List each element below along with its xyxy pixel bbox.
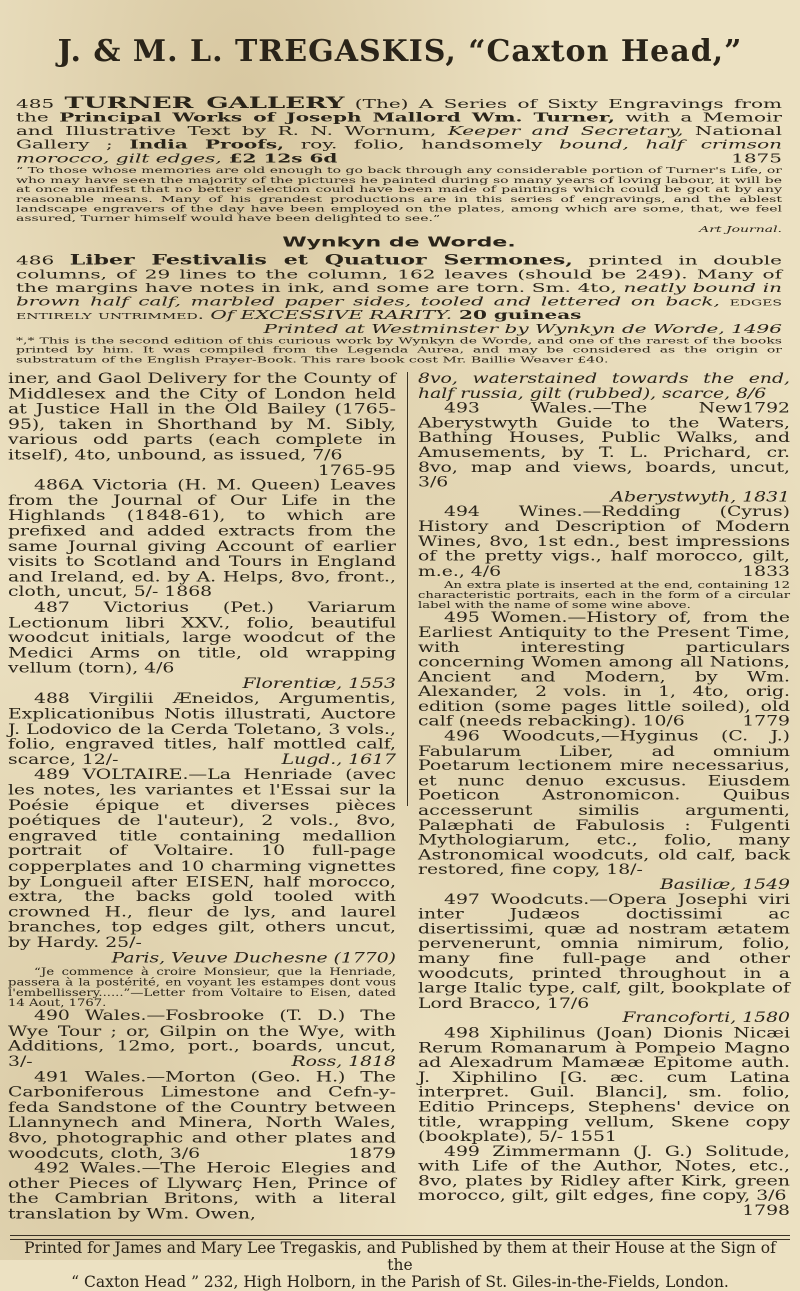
item-492-end: 8vo, waterstained towards the end, half russia, gilt (rubbed), scarce, 8/6 1792 — [418, 371, 790, 417]
section-heading: Wynkyn de Worde. — [282, 234, 516, 251]
item-489-note: “Je commence à croire Monsieur, que la Henriade, passera à la postérité, en voyant les estampes dont vous l'embellissery......”—Letter from Voltaire to Eisen, dated 14 Aout, 1767. — [8, 967, 396, 1010]
item-486: 486 Liber Festivalis et Quatuor Sermones, printed in double columns, of 29 lines to the column, 162 leaves (should be 249). Many of the margins have notes in ink, and some are torn. Sm. 4to, neatly bound in brown half calf, marbled paper sides, tooled and lettered on back, edges entirely untrimmed. Of EXCESSIVE RARITY. 20 guineas — [16, 251, 783, 322]
item-486a: 486A Victoria (H. M. Queen) Leaves from the Journal of Our Life in the Highlands (1848-61), to which are prefixed and added extracts from the same Journal giving Account of earlier visits to Scotland and Tours in England and Ireland, ed. by A. Helps, 8vo, front., cloth, uncut, 5/- 1868 — [8, 477, 396, 601]
item-485-note: “ To those whose memories are old enough to go back through any considerable portion of Turner's Life, or who may have seen the majority of the pictures he painted during so many years of loving labour, it will be at once manifest that no better selection could have been made of paintings which could be got at by any reasonable means. Many of his grandest productions are in this series of engravings, and the ablest landscape engravers of the day have been employed on the plates, among which are some, that, we feel assured, Turner himself would have been delighted to see.” — [16, 165, 782, 224]
page-footer — [20, 1240, 780, 1291]
left-cont-year: 1765-95 — [317, 462, 396, 479]
top-section — [16, 93, 783, 365]
item-492: 492 Wales.—The Heroic Elegies and other Pieces of Llywarç Hen, Prince of the Cambrian Britons, with a literal translation by Wm. Owen, — [8, 1160, 396, 1223]
item-497: 497 Woodcuts.—Opera Josephi viri inter Judæos doctissimi ac disertissimi, quæ ad nostram ætatem pervenerunt, omnia nimirum, folio, many fine full-page and other woodcuts, printed throughout in a large Italic type, calf, gilt, bookplate of Lord Bracco, 17/6 — [418, 892, 790, 1012]
item-490: 490 Wales.—Fosbrooke (T. D.) The Wye Tour ; or, Gilpin on the Wye, with Additions, 12mo, port., boards, uncut, 3/- Ross, 1818 — [8, 1008, 396, 1070]
right-column — [418, 372, 790, 1219]
item-487-imprint: Florentiæ, 1553 — [242, 676, 396, 692]
item-497-imprint: Francoforti, 1580 — [622, 1010, 790, 1027]
item-494: 494 Wines.—Redding (Cyrus) History and Description of Modern Wines, 8vo, 1st edn., best impressions of the pretty vigs., half morocco, gilt, m.e., 4/6 1833 — [418, 504, 790, 580]
item-486-imprint: Printed at Westminster by Wynkyn de Worde, 1496 — [263, 320, 782, 336]
item-486-note: *,* This is the second edition of this curious work by Wynkyn de Worde, and one of the rarest of the books printed by him. It was compiled from the Legenda Aurea, and may be considered as the origin or substratum of the English Prayer-Book. This rare book cost Mr. Baillie Weaver £40. — [16, 335, 782, 365]
item-487: 487 Victorius (Pet.) Variarum Lectionum libri XXV., folio, beautiful woodcut initials, large woodcut of the Medici Arms on title, old wrapping vellum (torn), 4/6 — [8, 599, 396, 677]
item-493-imprint: Aberystwyth, 1831 — [610, 489, 790, 506]
item-485: 485 TURNER GALLERY (The) A Series of Sixty Engravings from the Principal Works of Joseph Mallord Wm. Turner, with a Memoir and Illustrative Text by R. N. Wornum, Keeper and Secretary, National Gallery ; India Proofs, roy. folio, handsomely bound, half crimson morocco, gilt edges, £2 12s 6d 1875 — [16, 93, 782, 166]
two-column-listing — [8, 371, 790, 1223]
item-491: 491 Wales.—Morton (Geo. H.) The Carboniferous Limestone and Cefn-y-feda Sandstone of the Country between Llannynech and Minera, North Wales, 8vo, photographic and other plates and woodcuts, cloth, 3/6 1879 — [8, 1069, 396, 1162]
item-493: 493 Wales.—The New Aberystwyth Guide to the Waters, Bathing Houses, Public Walks, and Amusements, by T. L. Prichard, cr. 8vo, map and views, boards, uncut, 3/6 — [418, 400, 790, 491]
column-divider — [407, 372, 408, 806]
item-489-imprint: Paris, Veuve Duchesne (1770) — [111, 950, 396, 966]
item-495: 495 Women.—History of, from the Earliest Antiquity to the Present Time, with interesting particulars concerning Women among all Nations, Ancient and Modern, by Wm. Alexander, 2 vols. in 1, 4to, orig. edition (some pages little soiled), old calf (needs rebacking). 10/6 1779 — [418, 610, 790, 730]
item-496: 496 Woodcuts,—Hyginus (C. J.) Fabularum Liber, ad omnium Poetarum lectionem mire necessarius, et nunc denuo excusus. Eiusdem Poeticon Astronomicon. Quibus accesserunt similis argumenti, Palæphati de Fabulosis : Fulgenti Mythologiarum, etc., folio, many Astronomical woodcuts, old calf, back restored, fine copy, 18/- — [418, 729, 790, 878]
page-header: J. & M. L. TREGASKIS, “Caxton Head,” — [57, 34, 743, 69]
footer-line-2: “ Caxton Head ” 232, High Holborn, in the Parish of St. Giles-in-the-Fields, London. — [71, 1273, 729, 1291]
item-489: 489 VOLTAIRE.—La Henriade (avec les notes, les variantes et l'Essai sur la Poésie épique et diverses pièces poétiques de l'auteur), 2 vols., 8vo, engraved title containing medallion portrait of Voltaire. 10 full-page copperplates and 10 charming vignettes by Longueil after EISEN, half morocco, extra, the backs gold tooled with crowned H., fleur de lys, and laurel branches, top edges gilt, others uncut, by Hardy. 25/- — [8, 767, 396, 951]
item-494-note: An extra plate is inserted at the end, containing 12 characteristic portraits, each in the form of a circular label with the name of some wine above. — [418, 580, 790, 612]
footer-line-1: Printed for James and Mary Lee Tregaskis, and Published by them at their House at the Sign of the — [24, 1239, 776, 1274]
item-496-imprint: Basiliæ, 1549 — [659, 877, 790, 893]
left-column — [8, 372, 396, 1223]
item-499: 499 Zimmermann (J. G.) Solitude, with Life of the Author, Notes, etc., 8vo, plates by Ridley after Kirk, green morocco, gilt, gilt edges, fine copy, 3/6 1798 — [418, 1144, 790, 1219]
item-485-source: Art Journal. — [699, 224, 782, 235]
item-492-continued: iner, and Gaol Delivery for the County of Middlesex and the City of London held at Justice Hall in the Old Bailey (1765-95), taken in Shorthand by M. Sibly, various odd parts (each complete in itself), 4to, unbound, as issued, 7/6 — [8, 371, 396, 463]
item-488: 488 Virgilii Æneidos, Argumentis, Explicationibus Notis illustrati, Auctore J. Lodovico de la Cerda Toletano, 3 vols., folio, engraved titles, half mottled calf, scarce, 12/- Lugd., 1617 — [8, 691, 396, 768]
item-498: 498 Xiphilinus (Joan) Dionis Nicæi Rerum Romanarum à Pompeio Magno ad Alexadrum Mamææ Epitome auth. J. Xiphilino [G. æc. cum Latina interpret. Guil. Blanci], sm. folio, Editio Princeps, Stephens' device on title, wrapping vellum, Skene copy (bookplate), 5/- 1551 — [418, 1025, 790, 1145]
